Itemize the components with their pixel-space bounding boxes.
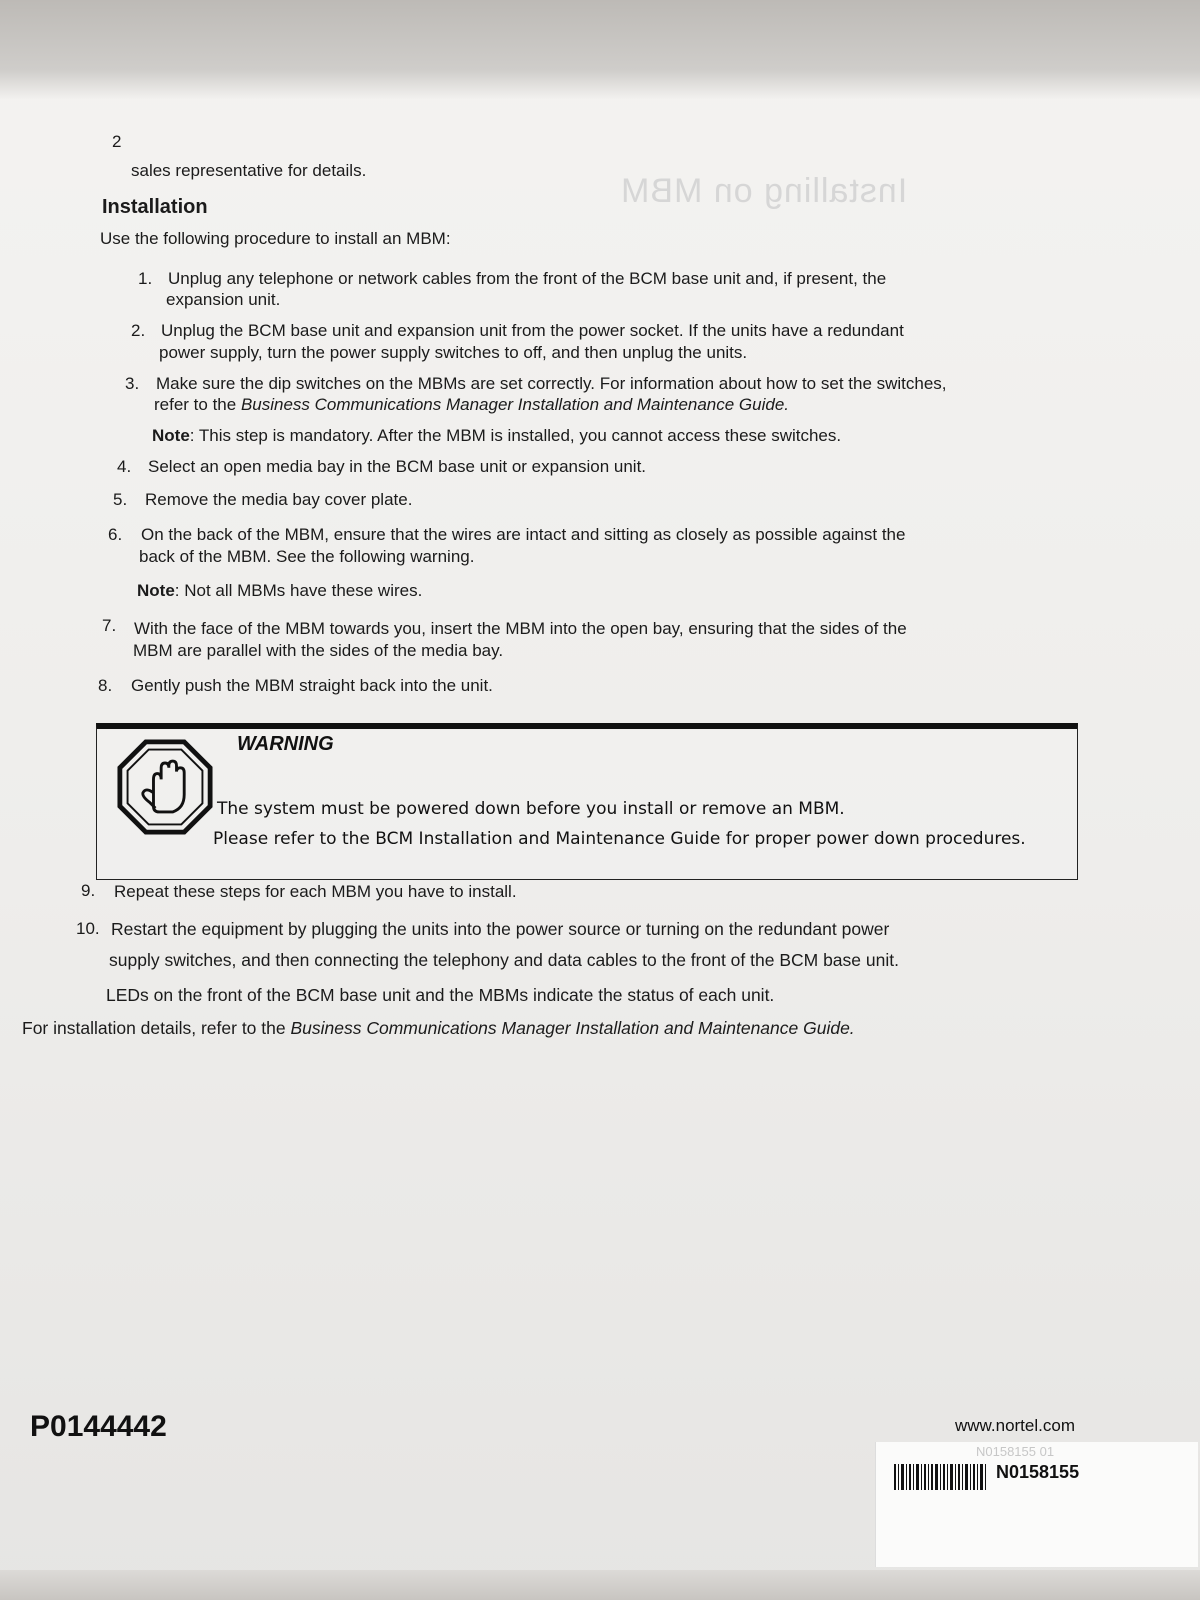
- step-text: back of the MBM. See the following warning.: [139, 547, 475, 566]
- step-number: 10.: [76, 919, 100, 938]
- step-text: Make sure the dip switches on the MBMs are set correctly. For information about how to set the switches,: [156, 374, 947, 393]
- barcode-icon: [892, 1462, 988, 1492]
- note: [137, 580, 422, 602]
- step-text: Gently push the MBM straight back into the unit.: [131, 676, 493, 695]
- page-bottom-shadow: [0, 1570, 1200, 1600]
- note-label: Note: [137, 581, 175, 600]
- lead-sentence: Use the following procedure to install an MBM:: [100, 229, 451, 248]
- step-number: 6.: [108, 525, 123, 544]
- warning-line-1: The system must be powered down before you install or remove an MBM.: [217, 799, 845, 819]
- closing-plain: For installation details, refer to the: [22, 1018, 291, 1038]
- note-text: : Not all MBMs have these wires.: [174, 581, 423, 600]
- step-text: MBM are parallel with the sides of the media bay.: [133, 641, 504, 660]
- show-through-heading: Installing on MBM: [620, 172, 908, 210]
- led-status-line: LEDs on the front of the BCM base unit and the MBMs indicate the status of each unit.: [106, 985, 775, 1005]
- step-text: Select an open media bay in the BCM base unit or expansion unit.: [148, 457, 647, 476]
- step-text-plain: refer to the: [154, 395, 241, 414]
- step-text: Unplug the BCM base unit and expansion unit from the power socket. If the units have a redundant: [161, 321, 904, 340]
- step-text: expansion unit.: [166, 290, 281, 309]
- warning-box: [96, 723, 1078, 880]
- guide-title: Business Communications Manager Installation and Maintenance Guide.: [240, 395, 790, 414]
- note-text: : This step is mandatory. After the MBM is installed, you cannot access these switches.: [189, 426, 842, 445]
- step-text: On the back of the MBM, ensure that the wires are intact and sitting as closely as possible against the: [141, 525, 906, 544]
- part-number: P0144442: [30, 1410, 167, 1443]
- section-heading: Installation: [102, 196, 208, 218]
- warning-title: WARNING: [237, 733, 334, 755]
- closing-guide-title: Business Communications Manager Installation and Maintenance Guide.: [290, 1018, 855, 1038]
- step-text: power supply, turn the power supply switches to off, and then unplug the units.: [159, 343, 748, 362]
- step-text: With the face of the MBM towards you, insert the MBM into the open bay, ensuring that the sides of the: [134, 619, 907, 638]
- label-faint-code: N0158155 01: [976, 1444, 1055, 1459]
- intro-line: sales representative for details.: [131, 161, 367, 180]
- closing-line: [22, 1017, 855, 1039]
- step-number: 8.: [98, 676, 113, 695]
- note-label: Note: [152, 426, 190, 445]
- stop-hand-icon: [117, 739, 213, 835]
- nortel-url: www.nortel.com: [955, 1416, 1075, 1435]
- step-number: 5.: [113, 490, 128, 509]
- step-text: Remove the media bay cover plate.: [145, 490, 413, 509]
- note: [152, 425, 841, 447]
- step-text: Repeat these steps for each MBM you have to install.: [114, 882, 517, 901]
- step-number: 2.: [131, 321, 146, 340]
- step-text: Restart the equipment by plugging the units into the power source or turning on the redundant power: [111, 919, 890, 939]
- step-number: 4.: [117, 457, 132, 476]
- step-number: 9.: [81, 881, 96, 900]
- step-number: 1.: [138, 269, 153, 288]
- page-top-shadow: [0, 0, 1200, 100]
- step-text: supply switches, and then connecting the telephony and data cables to the front of the BCM base unit.: [109, 950, 899, 970]
- label-code: N0158155: [996, 1462, 1080, 1482]
- step-text: Unplug any telephone or network cables from the front of the BCM base unit and, if present, the: [168, 269, 887, 288]
- barcode-label: [875, 1442, 1198, 1567]
- step-text: [154, 394, 789, 416]
- step-number: 3.: [125, 374, 140, 393]
- step-number: 7.: [102, 616, 117, 635]
- warning-line-2: Please refer to the BCM Installation and Maintenance Guide for proper power down procedures.: [213, 829, 1026, 849]
- page-number: 2: [112, 132, 122, 151]
